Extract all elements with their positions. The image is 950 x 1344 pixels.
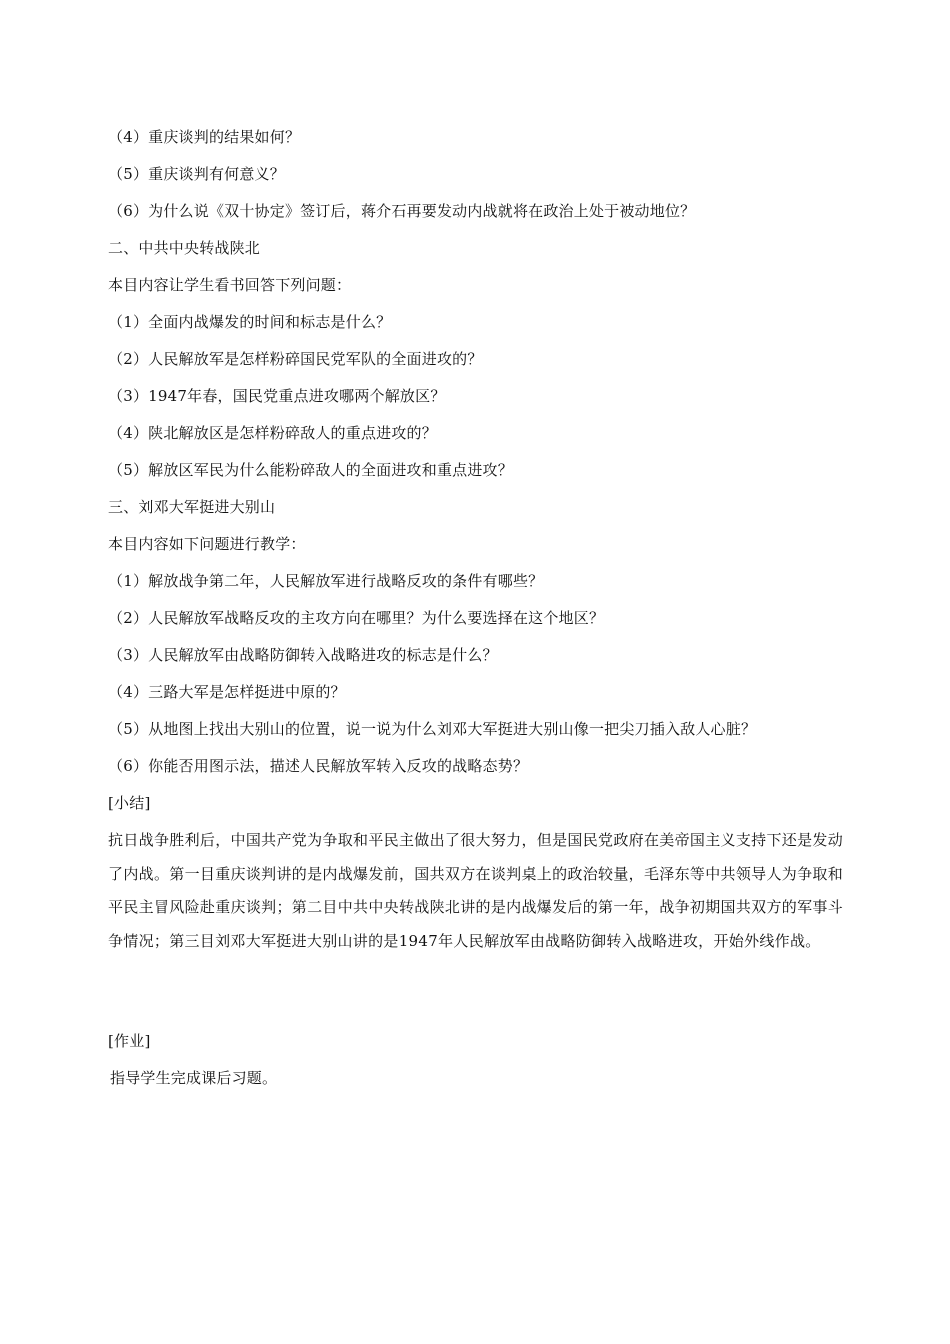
section-intro-2: 本目内容让学生看书回答下列问题： — [108, 276, 352, 294]
question-1-counteroffensive-conditions: （1）解放战争第二年，人民解放军进行战略反攻的条件有哪些？ — [108, 572, 544, 590]
homework-heading: [作业] — [108, 1032, 151, 1050]
question-3-transition-sign: （3）人民解放军由战略防御转入战略进攻的标志是什么？ — [108, 646, 498, 664]
question-2-full-offensive: （2）人民解放军是怎样粉碎国民党军队的全面进攻的？ — [108, 350, 483, 368]
section-heading-3: 三、刘邓大军挺进大别山 — [108, 498, 276, 516]
question-4-result: （4）重庆谈判的结果如何？ — [108, 128, 301, 146]
summary-heading: [小结] — [108, 794, 151, 812]
homework-text: 指导学生完成课后习题。 — [110, 1069, 278, 1087]
question-4-shanbei: （4）陕北解放区是怎样粉碎敌人的重点进攻的？ — [108, 424, 437, 442]
question-6-diagram: （6）你能否用图示法，描述人民解放军转入反攻的战略态势？ — [108, 757, 529, 775]
question-2-main-direction: （2）人民解放军战略反攻的主攻方向在哪里？为什么要选择在这个地区？ — [108, 609, 605, 627]
summary-paragraph: 抗日战争胜利后，中国共产党为争取和平民主做出了很大努力，但是国民党政府在美帝国主义支持下还是发动了内战。第一目重庆谈判讲的是内战爆发前，国共双方在谈判桌上的政治较量，毛泽东等中共领导人为争取和平民主冒风险赴重庆谈判；第二目中共中央转战陕北讲的是内战爆发后的第一年，战争初期国共双方的军事斗争情况；第三目刘邓大军挺进大别山讲的是1947年人民解放军由战略防御转入战略进攻，开始外线作战。 — [108, 831, 843, 950]
question-5-dabie-map: （5）从地图上找出大别山的位置，说一说为什么刘邓大军挺进大别山像一把尖刀插入敌人心脏？ — [108, 720, 757, 738]
question-5-significance: （5）重庆谈判有何意义？ — [108, 165, 285, 183]
question-4-three-armies: （4）三路大军是怎样挺进中原的？ — [108, 683, 346, 701]
question-6-double-tenth: （6）为什么说《双十协定》签订后，蒋介石再要发动内战就将在政治上处于被动地位？ — [108, 202, 696, 220]
section-heading-2: 二、中共中央转战陕北 — [108, 239, 261, 257]
question-5-why-victory: （5）解放区军民为什么能粉碎敌人的全面进攻和重点进攻？ — [108, 461, 513, 479]
question-3-key-offensive: （3）1947年春，国民党重点进攻哪两个解放区？ — [108, 387, 446, 405]
question-1-war-start: （1）全面内战爆发的时间和标志是什么？ — [108, 313, 392, 331]
section-intro-3: 本目内容如下问题进行教学： — [108, 535, 306, 553]
